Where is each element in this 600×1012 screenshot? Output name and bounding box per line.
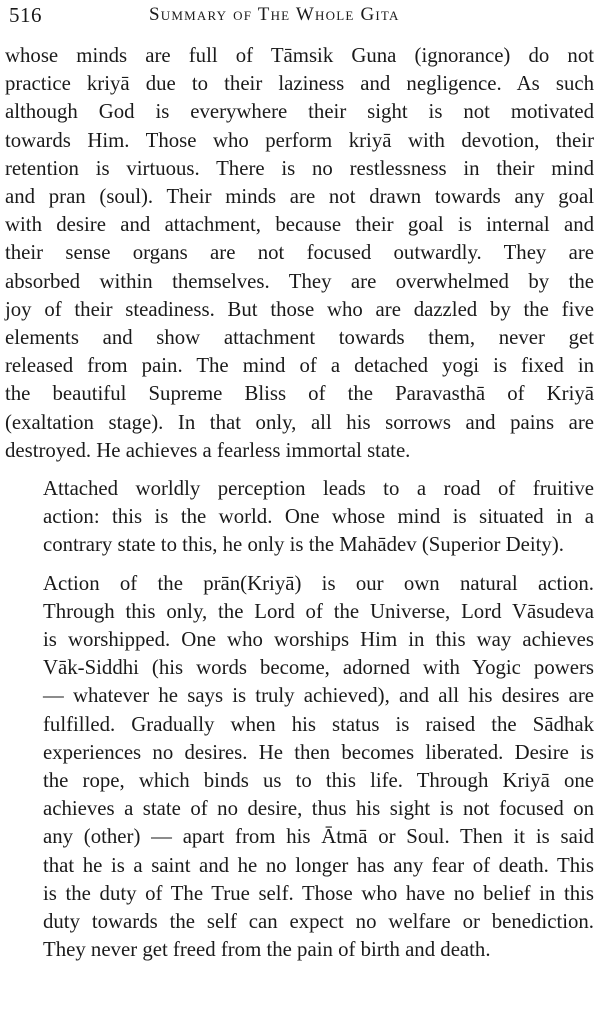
text-line: whose minds are full of Tāmsik Guna (ignorance) do not <box>5 44 594 67</box>
text-line: They never get freed from the pain of birth and death. <box>43 938 491 962</box>
paragraph-2 <box>5 475 594 560</box>
text-line: duty towards the self can expect no welfare or benediction. <box>43 910 594 934</box>
text-line: the rope, which binds us to this life. Through Kriyā one <box>43 769 594 793</box>
text-line: experiences no desires. He then becomes liberated. Desire is <box>43 740 594 764</box>
text-line: action: this is the world. One whose mind is situated in a <box>43 505 594 529</box>
text-line: that he is a saint and he no longer has any fear of death. This <box>43 853 594 877</box>
text-line: and pran (soul). Their minds are not drawn towards any goal <box>5 185 594 209</box>
text-line: is the duty of The True self. Those who have no belief in this <box>43 881 594 905</box>
text-line: retention is virtuous. There is no restlessness in their mind <box>5 156 594 180</box>
paragraph-1 <box>5 42 594 465</box>
text-line: released from pain. The mind of a detached yogi is fixed in <box>5 354 594 378</box>
text-line: Vāk-Siddhi (his words become, adorned with Yogic powers <box>43 656 594 680</box>
paragraph-3 <box>5 570 594 965</box>
page-number: 516 <box>9 3 42 27</box>
text-line: destroyed. He achieves a fearless immortal state. <box>5 438 411 462</box>
text-line: achieves a state of no desire, thus his sight is not focused on <box>43 797 594 821</box>
text-line: — whatever he says is truly achieved), and all his desires are <box>43 684 594 708</box>
text-line: elements and show attachment towards them, never get <box>5 326 594 350</box>
text-line: their sense organs are not focused outwardly. They are <box>5 241 594 265</box>
text-line: Action of the prān(Kriyā) is our own natural action. <box>43 571 594 595</box>
text-line: joy of their steadiness. But those who are dazzled by the five <box>5 297 594 321</box>
text-line: with desire and attachment, because their goal is internal and <box>5 213 594 237</box>
text-line: towards Him. Those who perform kriyā with devotion, their <box>5 128 594 152</box>
text-line: (exaltation stage). In that only, all his sorrows and pains are <box>5 410 594 434</box>
text-line: is worshipped. One who worships Him in this way achieves <box>43 628 594 652</box>
text-line: Through this only, the Lord of the Universe, Lord Vāsudeva <box>43 599 594 623</box>
text-line: Attached worldly perception leads to a road of fruitive <box>43 477 594 501</box>
text-line: absorbed within themselves. They are overwhelmed by the <box>5 269 594 293</box>
text-line: fulfilled. Gradually when his status is raised the Sādhak <box>43 712 594 736</box>
text-line: practice kriyā due to their laziness and negligence. As such <box>5 72 594 96</box>
text-line: although God is everywhere their sight is not motivated <box>5 100 594 124</box>
text-line: any (other) — apart from his Ātmā or Soul. Then it is said <box>43 825 594 849</box>
text-line: contrary state to this, he only is the Mahādev (Superior Deity). <box>43 533 564 557</box>
running-title: Summary of The Whole Gita <box>149 4 400 25</box>
body-text <box>5 42 594 965</box>
text-line: the beautiful Supreme Bliss of the Paravasthā of Kriyā <box>5 382 594 406</box>
running-head <box>5 0 594 36</box>
